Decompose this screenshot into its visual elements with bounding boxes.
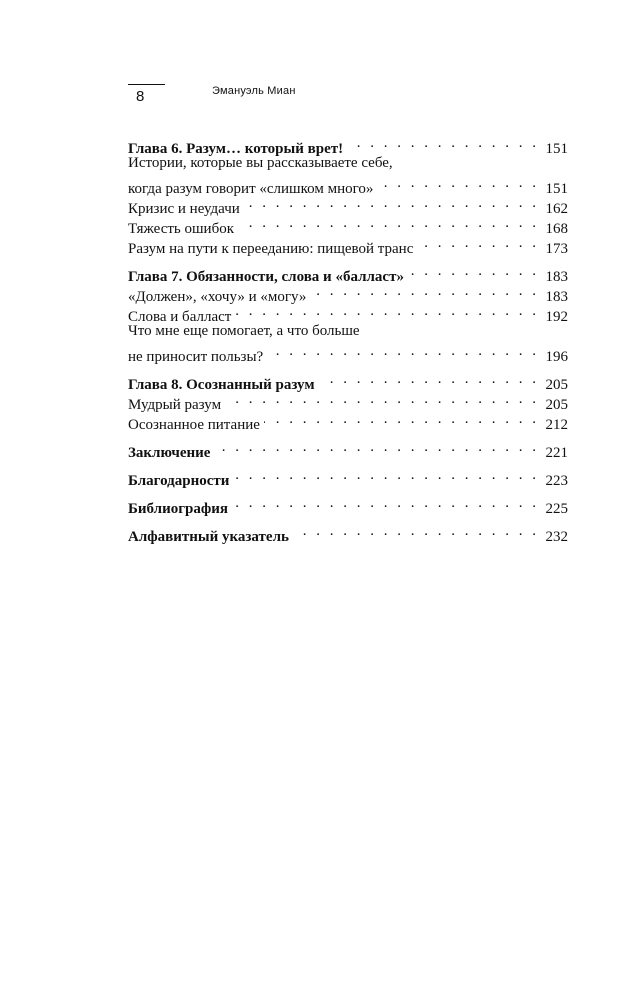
dot-leader [225,389,539,409]
dot-leader [233,465,539,485]
toc-entry-row[interactable] [128,173,568,197]
chapter-page: 183 [545,269,568,285]
dot-leader [408,261,539,281]
entry-page: 212 [545,417,568,433]
entry-title: Слова и балласт [128,309,232,325]
toc-chapter-row[interactable] [128,133,568,157]
chapter-page: 221 [545,445,568,461]
chapter-page: 225 [545,501,568,517]
chapter-title: Библиография [128,501,229,517]
toc-acknowledgements [128,465,568,489]
dot-leader [238,213,539,233]
toc-conclusion [128,437,568,461]
entry-page: 205 [545,397,568,413]
entry-title: Разум на пути к перееданию: пищевой транс [128,241,414,257]
chapter-page: 223 [545,473,568,489]
entry-page: 151 [545,181,568,197]
toc-chapter-row[interactable] [128,521,568,545]
toc-chapter-8 [128,369,568,433]
toc-chapter-6 [128,133,568,257]
running-head-author: Эмануэль Миан [212,85,296,97]
toc-bibliography [128,493,568,517]
chapter-title: Благодарности [128,473,230,489]
entry-page: 183 [545,289,568,305]
toc-entry-line: Истории, которые вы рассказываете себе, [128,155,393,171]
toc-chapter-row[interactable] [128,437,568,461]
page-header [0,0,644,120]
chapter-page: 151 [545,141,568,157]
dot-leader [310,281,539,301]
entry-title: Кризис и неудачи [128,201,240,217]
entry-title: когда разум говорит «слишком много» [128,181,374,197]
entry-page: 162 [545,201,568,217]
chapter-title: Заключение [128,445,211,461]
chapter-title: Алфавитный указатель [128,529,289,545]
toc-entry-line: Что мне еще помогает, а что больше [128,323,360,339]
entry-page: 168 [545,221,568,237]
table-of-contents [128,133,568,549]
dot-leader [244,193,539,213]
dot-leader [319,369,539,389]
entry-title: Осознанное питание [128,417,260,433]
chapter-title: Глава 8. Осознанный разум [128,377,315,393]
toc-index [128,521,568,545]
entry-page: 192 [545,309,568,325]
chapter-title: Глава 7. Обязанности, слова и «балласт» [128,269,404,285]
toc-chapter-row[interactable] [128,465,568,489]
chapter-title: Глава 6. Разум… который врет! [128,141,344,157]
header-rule [128,84,165,85]
toc-chapter-7 [128,261,568,365]
entry-page: 196 [545,349,568,365]
dot-leader [377,173,539,193]
dot-leader [264,409,539,429]
dot-leader [293,521,539,541]
dot-leader [214,437,539,457]
toc-chapter-row[interactable] [128,261,568,285]
entry-title: «Должен», «хочу» и «могу» [128,289,307,305]
dot-leader [267,341,539,361]
toc-entry-row[interactable] [128,341,568,365]
toc-chapter-row[interactable] [128,369,568,393]
toc-chapter-row[interactable] [128,493,568,517]
entry-title: Тяжесть ошибок [128,221,234,237]
page-number: 8 [136,88,145,105]
dot-leader [417,233,539,253]
dot-leader [235,301,539,321]
chapter-page: 232 [545,529,568,545]
entry-title: не приносит пользы? [128,349,264,365]
dot-leader [347,133,539,153]
entry-title: Мудрый разум [128,397,222,413]
chapter-page: 205 [545,377,568,393]
dot-leader [232,493,539,513]
entry-page: 173 [545,241,568,257]
